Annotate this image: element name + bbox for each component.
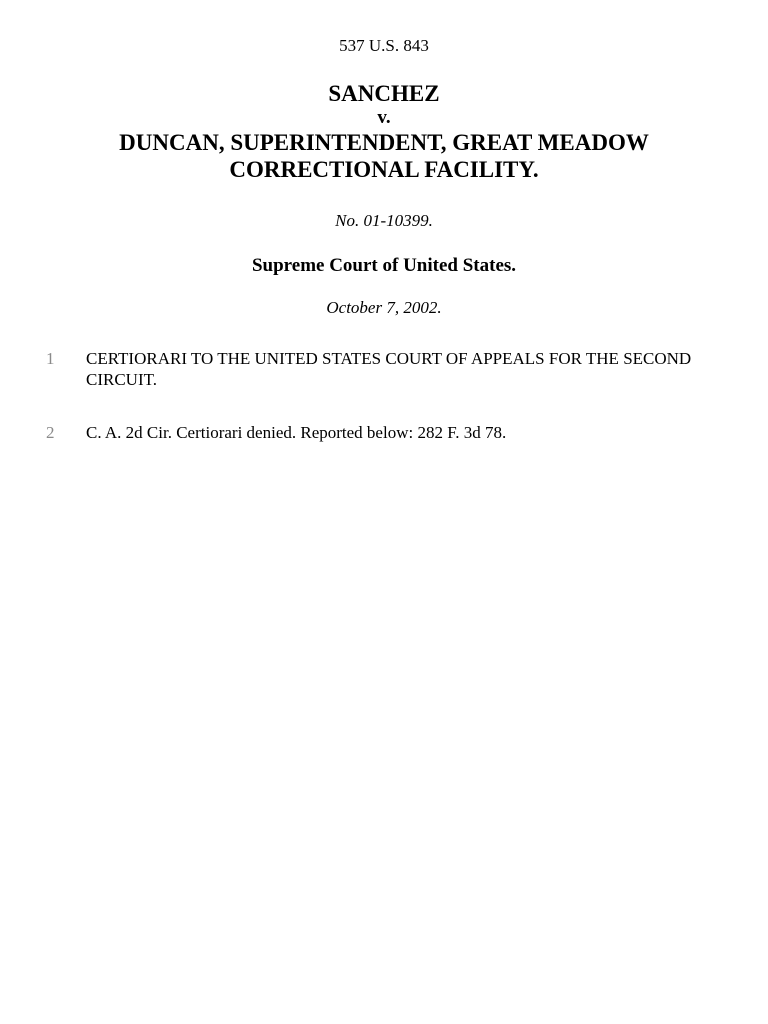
case-title bbox=[0, 80, 768, 183]
versus-label: v. bbox=[377, 107, 391, 128]
petitioner-name: SANCHEZ bbox=[328, 81, 440, 106]
paragraph-text: CERTIORARI TO THE UNITED STATES COURT OF APPEALS FOR THE SECOND CIRCUIT. bbox=[86, 349, 692, 389]
respondent-name-line-1: DUNCAN, SUPERINTENDENT, GREAT MEADOW bbox=[119, 130, 649, 155]
paragraph-number: 2 bbox=[46, 423, 55, 442]
respondent-name-line-2: CORRECTIONAL FACILITY. bbox=[229, 157, 539, 182]
court-name: Supreme Court of United States. bbox=[251, 255, 517, 276]
paragraph-number: 1 bbox=[46, 349, 55, 368]
case-citation: 537 U.S. 843 bbox=[339, 36, 429, 55]
decision-date: October 7, 2002. bbox=[326, 298, 442, 317]
docket-number: No. 01-10399. bbox=[335, 211, 433, 230]
paragraph-text: C. A. 2d Cir. Certiorari denied. Reported below: 282 F. 3d 78. bbox=[86, 423, 507, 442]
